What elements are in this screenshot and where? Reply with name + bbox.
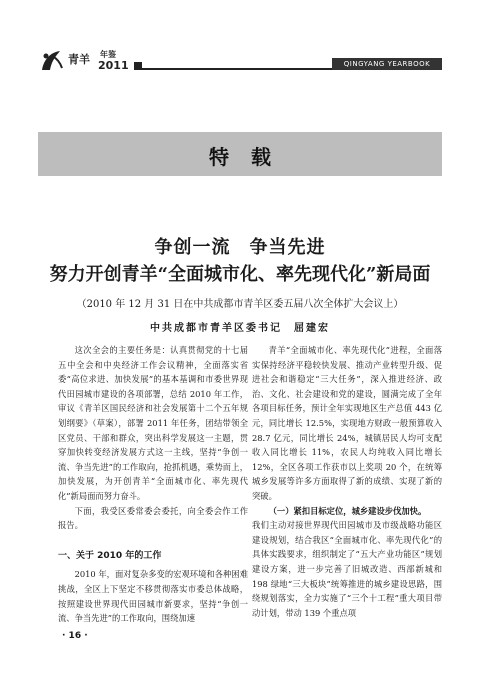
paragraph: 下面，我受区委常委会委托，向全委会作工作报告。 xyxy=(58,505,248,531)
section-title: 特载 xyxy=(209,145,293,169)
paragraph: 我们主动对接世界现代田园城市及市级战略功能区建设规划，结合我区“全面城市化、率先现代化”的具体实践要求，组织制定了“五大产业功能区”规划建设方案，进一步完善了旧城改造、西部新城和 198 绿地“三大板块”统筹推进的城乡建设思路，围绕规划落实，全力实施了“三个十工程”重大项目带动计划，带动 139 个重点项 xyxy=(252,520,442,618)
section-heading: 一、关于 2010 年的工作 xyxy=(58,550,162,561)
article-subtitle: （2010 年 12 月 31 日在中共成都市青羊区委五届八次全体扩大会议上） xyxy=(76,299,404,310)
paragraph: 这次全会的主要任务是：认真贯彻党的十七届五中全会和中央经济工作会议精神，全面落实省委“高位求进、加快发展”的基本基调和市委世界现代田园城市建设的各项部署，总结 2010 年工作，审议《青羊区国民经济和社会发展第十二个五年规划纲要》（草案），部署 2011 年任务，团结带领全区党员、干部和群众，突出科学发展这一主题，贯穿加快转变经济发展方式这一主线，坚持“争创一流、争当先进”的工作取向，抢抓机遇，乘势而上，加快发展，为开创青羊“全面城市化、率先现代化”新局面而努力奋斗。 xyxy=(58,345,248,501)
logo-text: 青羊 xyxy=(68,53,90,66)
sub-heading: （一）紧扣目标定位，城乡建设步伐加快。 xyxy=(268,505,427,516)
section-band xyxy=(38,132,442,176)
left-column xyxy=(58,343,248,626)
page-number: · 16 · xyxy=(62,631,88,641)
article-title-line2: 努力开创青羊“全面城市化、率先现代化”新局面 xyxy=(49,264,431,285)
header-block xyxy=(134,62,142,70)
logo-year-label: 年鉴 xyxy=(100,50,116,59)
running-header xyxy=(38,48,442,74)
paragraph: 2010 年，面对复杂多变的宏观环境和各种困难挑战，全区上下坚定不移贯彻落实市委总体战略，按照建设世界现代田园城市新要求，坚持“争创一流、争当先进”的工作取向，围绕加速 xyxy=(58,569,248,624)
article-author: 中共成都市青羊区委书记 屈建宏 xyxy=(150,323,330,334)
article-title-line1: 争创一流 争当先进 xyxy=(154,237,326,258)
yearbook-logo-icon xyxy=(38,48,68,74)
header-banner: QINGYANG YEARBOOK xyxy=(332,58,442,70)
right-column xyxy=(252,343,442,620)
logo-year: 2011 xyxy=(98,59,129,72)
paragraph: 青羊“全面城市化、率先现代化”进程，全面落实保持经济平稳较快发展、推动产业转型升级、促进社会和谐稳定“三大任务”，深入推进经济、政治、文化、社会建设和党的建设，圆满完成了全年各项目标任务，预计全年实现地区生产总值 443 亿元，同比增长 12.5%，实现地方财政一般预算收入 28.7 亿元，同比增长 24%，城镇居民人均可支配收入同比增长 11%，农民人均纯收入同比增长 12%，全区各项工作获市以上奖项 20 个，在统筹城乡发展等许多方面取得了新的成绩、实现了新的突破。 xyxy=(252,345,442,501)
